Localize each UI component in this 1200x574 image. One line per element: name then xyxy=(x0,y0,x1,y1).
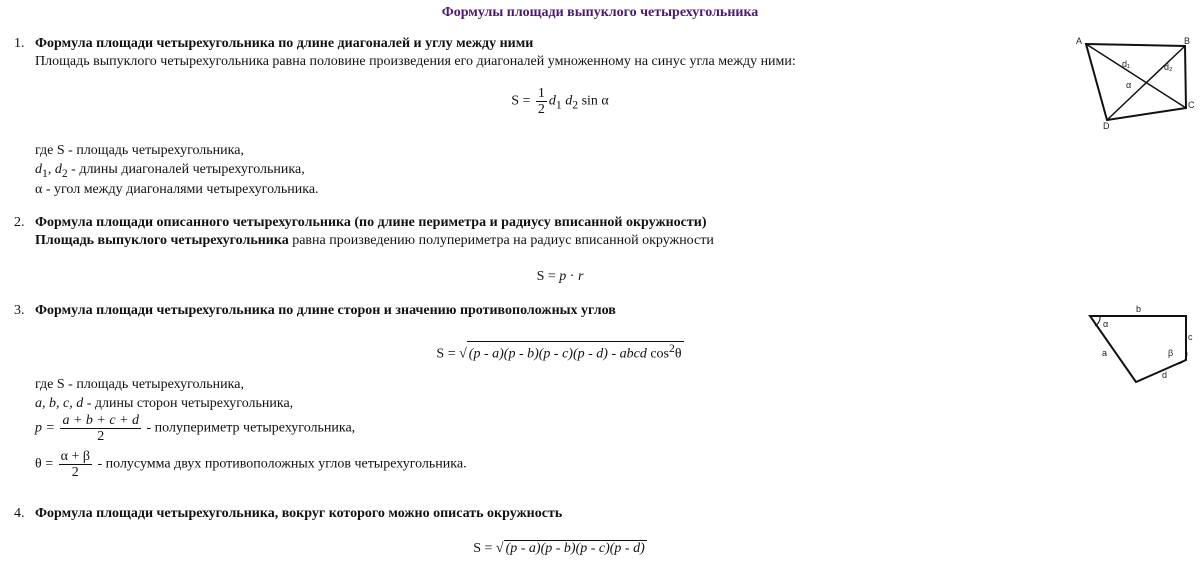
formula-cyclic: S = √ (p - a)(p - b)(p - c)(p - d) xyxy=(473,541,645,556)
label-C: C xyxy=(1188,100,1195,110)
section-number: 1. xyxy=(14,36,25,51)
label-alpha: α xyxy=(1103,319,1109,329)
label-B: B xyxy=(1184,36,1191,46)
formula-inscribed: S = p · r xyxy=(536,269,584,284)
figure-quadrilateral-sides xyxy=(1080,300,1200,390)
section-text: Площадь выпуклого четырехугольника равна половине произведения его диагоналей умноженному на синус угла между ними: xyxy=(35,54,796,69)
section-heading: Формула площади описанного четырехугольника (по длине периметра и радиусу вписанной окружности) xyxy=(35,215,707,230)
label-b: b xyxy=(1136,304,1142,314)
label-c: c xyxy=(1188,332,1193,342)
diagonal-d2 xyxy=(1107,46,1185,120)
definition-theta: θ = $\frac{\alpha + \beta}{2}$ - полусумма двух противоположных углов четырехугольника. xyxy=(35,449,467,480)
section-text: Площадь выпуклого четырехугольника равна произведению полупериметра на радиус вписанной окружности xyxy=(35,233,714,248)
definition-semiperimeter: p = $\frac{a + b + c + d}{2}$ - полупериметр четырехугольника, xyxy=(35,413,356,444)
label-A: A xyxy=(1076,36,1083,46)
label-beta: β xyxy=(1168,348,1174,358)
definition-alpha: α - угол между диагоналями четырехугольника. xyxy=(35,182,319,197)
quadrilateral-outline xyxy=(1086,44,1186,120)
label-d2: d₂ xyxy=(1164,62,1173,72)
definition-sides: a, b, c, d - длины сторон четырехугольника, xyxy=(35,396,294,411)
formula-sides-angles: S = √ (p - a)(p - b)(p - c)(p - d) - abcd $\cos^2\theta$ xyxy=(436,342,682,362)
formula-diagonals: S = $\frac{1}{2}$ $d_1$ $d_2$ sin α xyxy=(511,86,609,117)
definition-diagonals: $d_1$, $d_2$ - длины диагоналей четырехугольника, xyxy=(35,162,305,180)
label-d1: d₁ xyxy=(1122,59,1131,69)
label-a: a xyxy=(1102,348,1108,358)
label-D: D xyxy=(1103,121,1110,131)
section-number: 4. xyxy=(14,506,25,521)
label-d: d xyxy=(1162,370,1168,380)
page-title: Формулы площади выпуклого четырехугольника xyxy=(441,5,759,20)
label-alpha: α xyxy=(1126,80,1132,90)
section-heading: Формула площади четырехугольника по длине диагоналей и углу между ними xyxy=(35,36,534,51)
section-number: 3. xyxy=(14,303,25,318)
definition-s: где S - площадь четырехугольника, xyxy=(35,143,244,158)
definition-s: где S - площадь четырехугольника, xyxy=(35,377,244,392)
section-number: 2. xyxy=(14,215,25,230)
figure-quadrilateral-diagonals xyxy=(1070,34,1200,134)
section-heading: Формула площади четырехугольника, вокруг которого можно описать окружность xyxy=(35,506,563,521)
section-heading: Формула площади четырехугольника по длине сторон и значению противоположных углов xyxy=(35,303,616,318)
fraction-half: $\frac{1}{2}$ xyxy=(537,86,545,117)
